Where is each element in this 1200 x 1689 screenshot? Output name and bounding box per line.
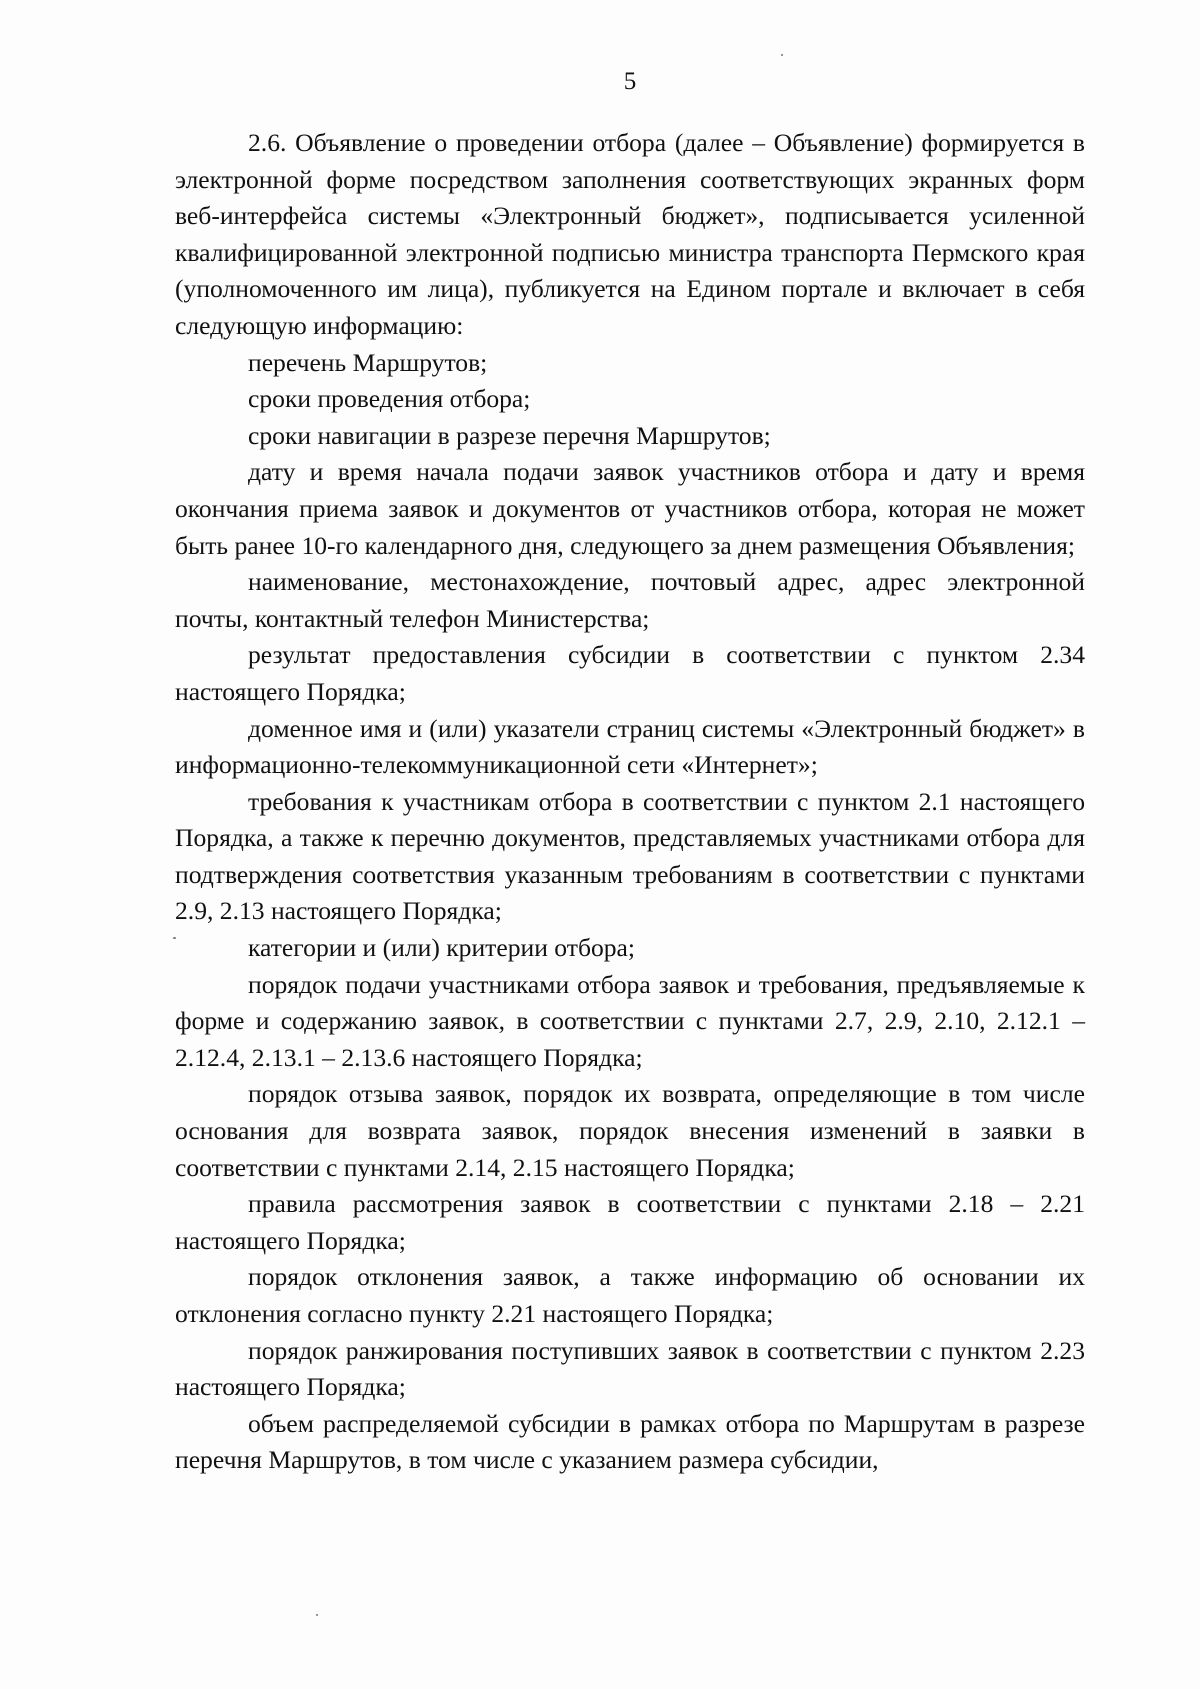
paragraph: требования к участникам отбора в соответствии с пунктом 2.1 настоящего Порядка, а также к перечню документов, представляемых участниками отбора для подтверждения соответствия указанным требованиям в соответствии с пунктами 2.9, 2.13 настоящего Порядка; — [175, 786, 1085, 926]
paragraph: порядок подачи участниками отбора заявок и требования, предъявляемые к форме и содержанию заявок, в соответствии с пунктами 2.7, 2.9, 2.10, 2.12.1 – 2.12.4, 2.13.1 – 2.13.6 настоящего Порядка; — [175, 969, 1085, 1072]
paragraph: сроки проведения отбора; — [248, 384, 531, 414]
scan-speck — [781, 54, 783, 56]
paragraph: дату и время начала подачи заявок участников отбора и дату и время окончания приема заявок и документов от участников отбора, которая не может быть ранее 10-го календарного дня, следующего за днем размещения Объявления; — [175, 457, 1085, 560]
paragraph: сроки навигации в разрезе перечня Маршрутов; — [248, 420, 771, 450]
page-number: 5 — [623, 68, 637, 95]
paragraph: результат предоставления субсидии в соответствии с пунктом 2.34 настоящего Порядка; — [175, 640, 1085, 706]
paragraph: порядок ранжирования поступивших заявок в соответствии с пунктом 2.23 настоящего Порядка; — [175, 1335, 1085, 1402]
paragraph: 2.6. Объявление о проведении отбора (далее – Объявление) формируется в электронной форме посредством заполнения соответствующих экранных форм веб-интерфейса системы «Электронный бюджет», подписывается усиленной квалифицированной электронной подписью министра транспорта Пермского края (уполномоченного им лица), публикуется на Едином портале и включает в себя следующую информацию: — [175, 128, 1085, 340]
scan-speck — [173, 937, 176, 939]
paragraph: категории и (или) критерии отбора; — [248, 933, 636, 963]
paragraph: доменное имя и (или) указатели страниц системы «Электронный бюджет» в информационно-телекоммуникационной сети «Интернет»; — [175, 713, 1085, 780]
paragraph: порядок отзыва заявок, порядок их возврата, определяющие в том числе основания для возврата заявок, порядок внесения изменений в заявки в соответствии с пунктами 2.14, 2.15 настоящего Порядка; — [175, 1079, 1085, 1182]
paragraph: объем распределяемой субсидии в рамках отбора по Маршрутам в разрезе перечня Маршрутов, в том числе с указанием размера субсидии, — [175, 1408, 1085, 1475]
paragraph: правила рассмотрения заявок в соответствии с пунктами 2.18 – 2.21 настоящего Порядка; — [175, 1189, 1085, 1255]
paragraph: порядок отклонения заявок, а также информацию об основании их отклонения согласно пункту 2.21 настоящего Порядка; — [175, 1262, 1085, 1328]
scan-speck — [316, 1614, 318, 1616]
paragraph: перечень Маршрутов; — [248, 347, 488, 377]
paragraph: наименование, местонахождение, почтовый адрес, адрес электронной почты, контактный телефон Министерства; — [175, 567, 1085, 633]
document-body — [175, 125, 1085, 1479]
